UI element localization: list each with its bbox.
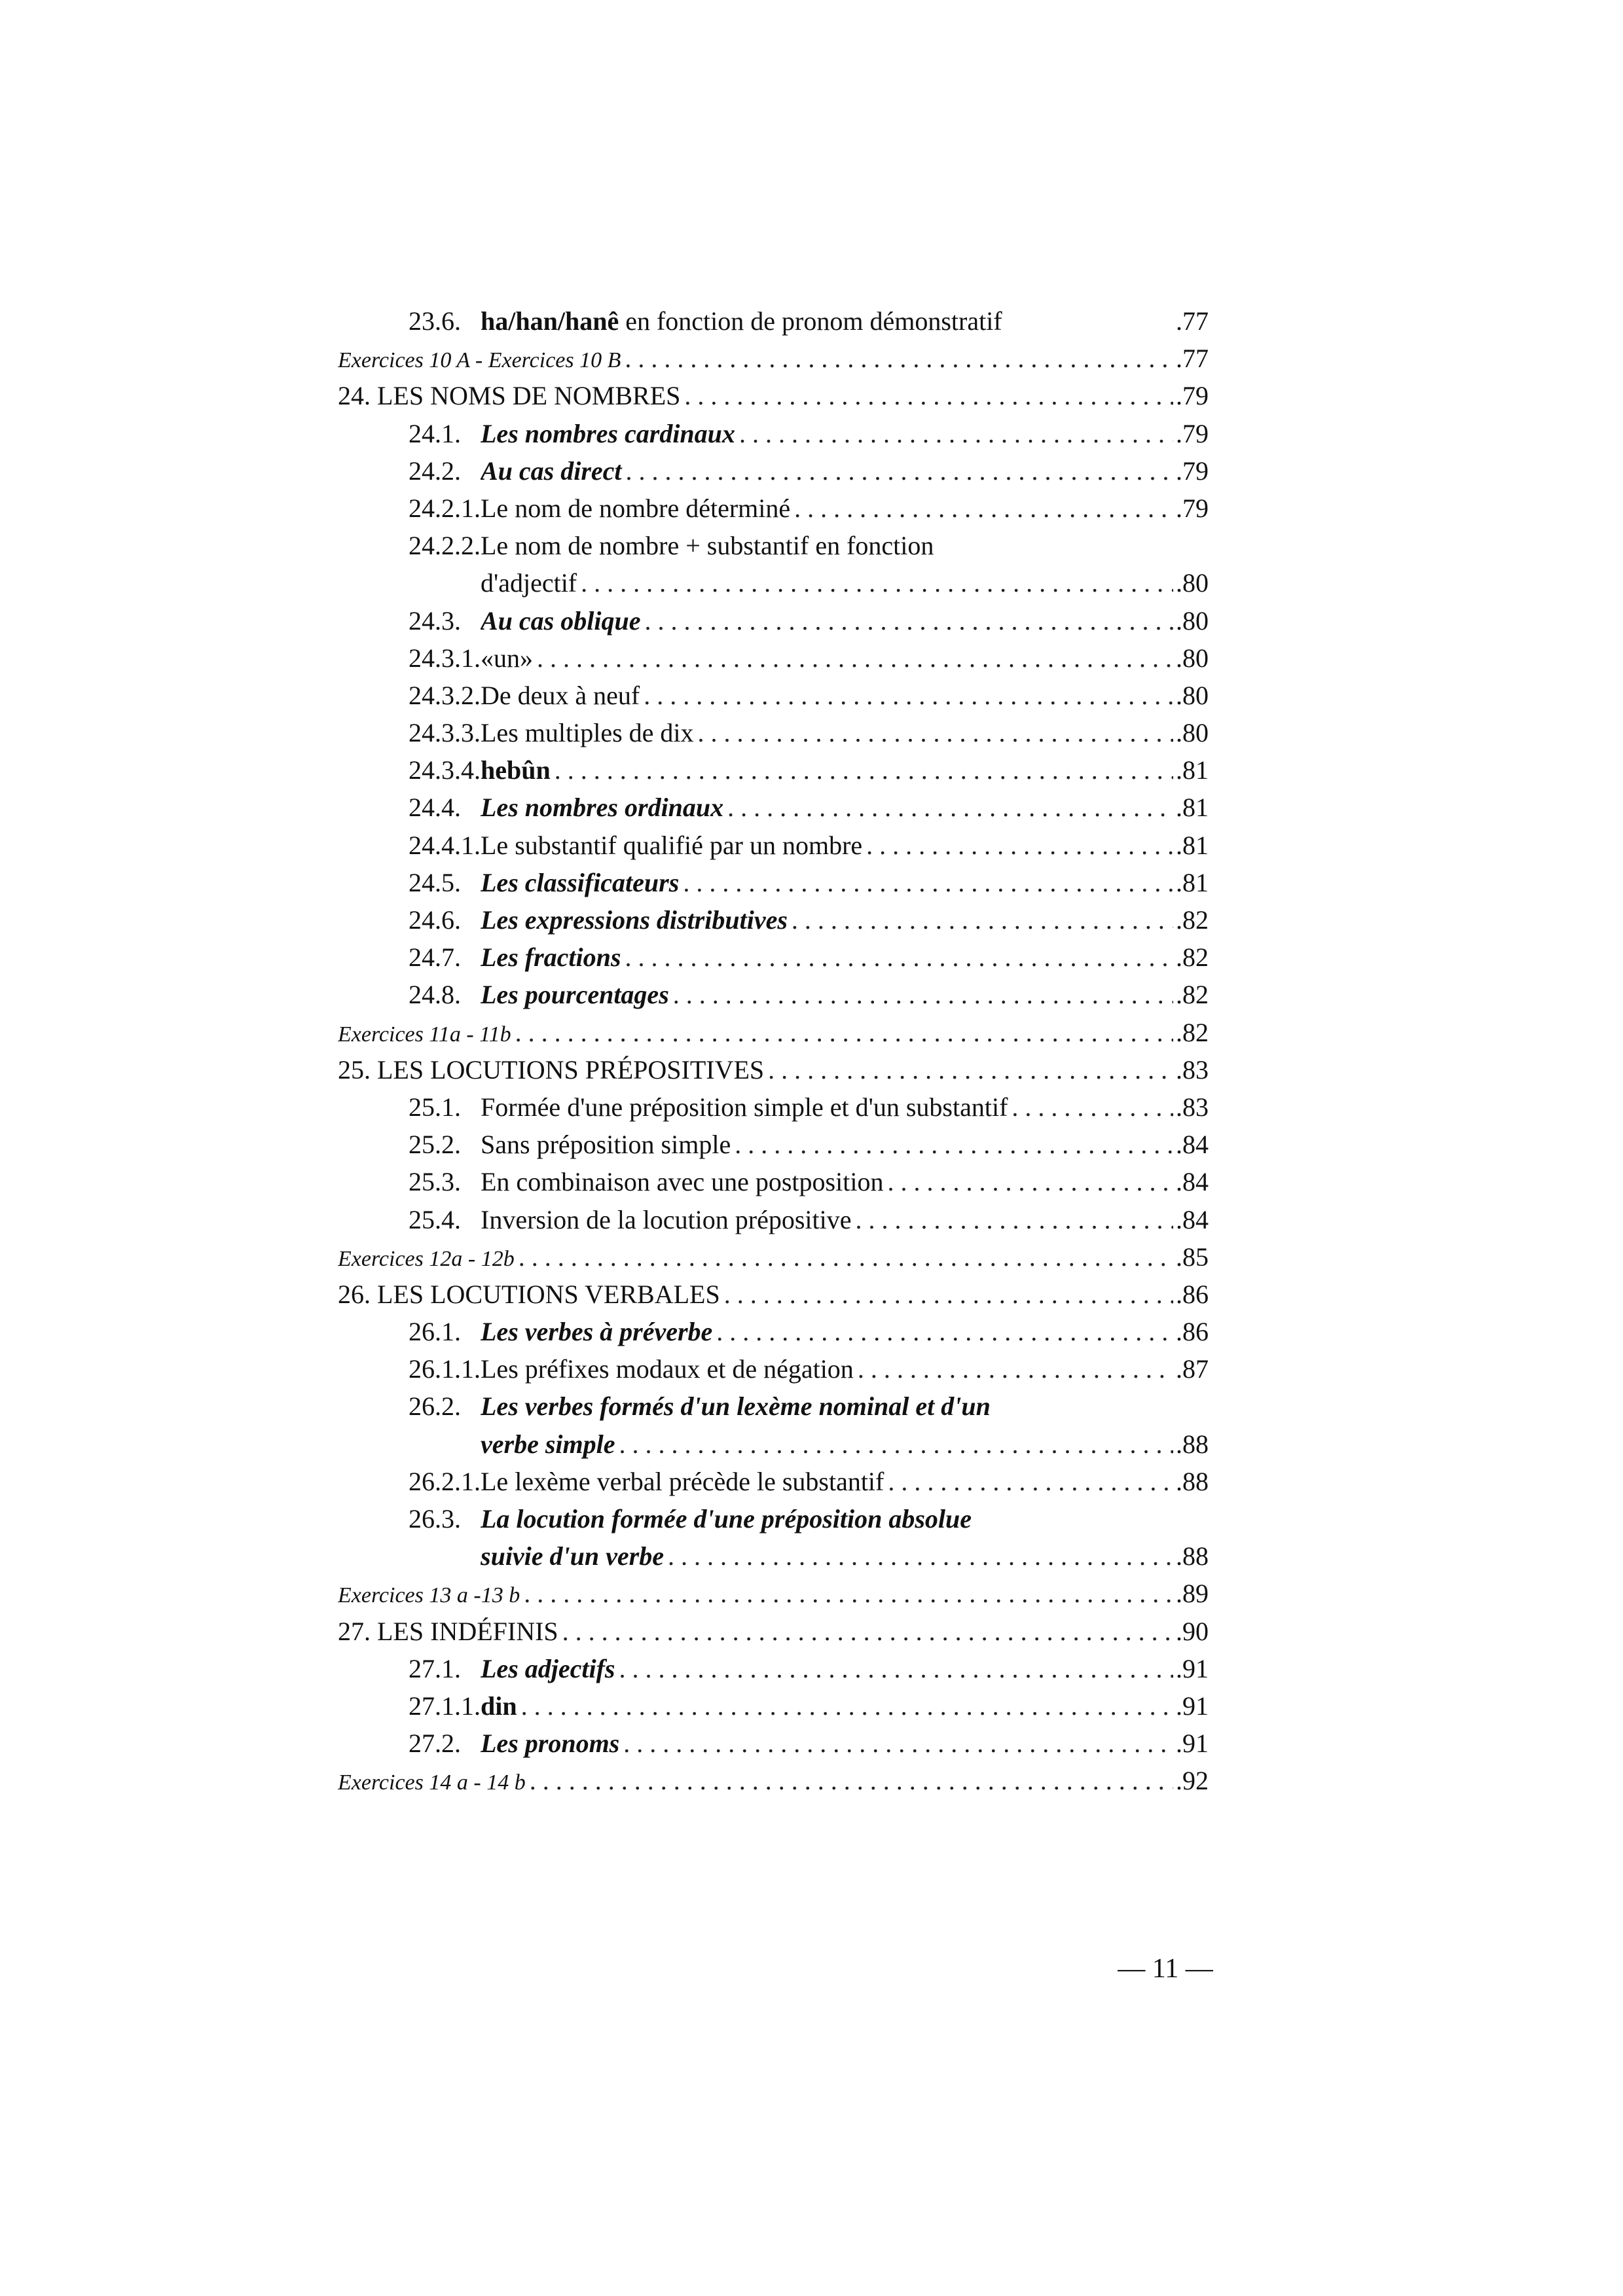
exercise-entry xyxy=(338,1014,1209,1051)
dot-leader xyxy=(623,1725,1173,1762)
entry-title: Au cas direct xyxy=(481,456,622,486)
dot-leader xyxy=(698,714,1173,751)
section-number: 24.3.2. xyxy=(409,680,481,710)
section-entry xyxy=(338,1500,1209,1537)
entry-title: 24. LES NOMS DE NOMBRES xyxy=(338,381,681,411)
section-number: 24.4.1. xyxy=(409,830,481,860)
page-reference: .91 xyxy=(1176,1653,1209,1683)
section-entry xyxy=(338,490,1209,527)
page-reference: .80 xyxy=(1176,680,1209,710)
section-entry xyxy=(338,1725,1209,1762)
dot-leader xyxy=(537,639,1173,677)
section-number: 24.2. xyxy=(409,456,461,486)
section-entry xyxy=(338,1126,1209,1163)
exercise-entry xyxy=(338,1762,1209,1799)
dot-leader xyxy=(768,1051,1173,1088)
entry-title: Formée d'une préposition simple et d'un substantif xyxy=(481,1092,1008,1122)
page-reference: .84 xyxy=(1176,1167,1209,1197)
table-of-contents xyxy=(338,302,1209,1800)
entry-title: Au cas oblique xyxy=(481,605,641,636)
page-reference: .82 xyxy=(1176,1017,1209,1047)
section-number: 27.1. xyxy=(409,1653,461,1683)
page-reference: .80 xyxy=(1176,568,1209,598)
section-number: 27.2. xyxy=(409,1729,461,1759)
section-number: 24.8. xyxy=(409,980,461,1010)
chapter-entry xyxy=(338,1276,1209,1313)
page-reference: .91 xyxy=(1176,1729,1209,1759)
entry-title: 27. LES INDÉFINIS xyxy=(338,1616,558,1646)
entry-continuation xyxy=(338,564,1209,601)
section-entry xyxy=(338,1088,1209,1126)
dot-leader xyxy=(619,1650,1174,1687)
dot-leader xyxy=(887,1163,1173,1200)
section-entry xyxy=(338,1388,1209,1425)
section-entry xyxy=(338,1201,1209,1238)
dot-leader xyxy=(519,1238,1173,1276)
section-entry xyxy=(338,1350,1209,1388)
section-entry xyxy=(338,415,1209,452)
section-number: 26.3. xyxy=(409,1504,461,1534)
entry-title: De deux à neuf xyxy=(481,680,640,710)
page-reference: .81 xyxy=(1176,793,1209,823)
page-reference: .77 xyxy=(1176,306,1209,336)
dot-leader xyxy=(684,377,1173,414)
dot-leader xyxy=(856,1201,1173,1238)
dot-leader xyxy=(515,1014,1173,1051)
entry-title: Les pourcentages xyxy=(481,980,669,1010)
page-reference: .92 xyxy=(1176,1766,1209,1796)
section-number: 26.2. xyxy=(409,1391,461,1422)
entry-title: Exercices 12a - 12b xyxy=(338,1246,515,1271)
entry-title: Les pronoms xyxy=(481,1729,620,1759)
page-reference: .82 xyxy=(1176,942,1209,973)
page-reference: .84 xyxy=(1176,1204,1209,1234)
dot-leader xyxy=(727,789,1173,826)
dot-leader xyxy=(555,751,1173,789)
page-reference: .81 xyxy=(1176,830,1209,860)
dot-leader xyxy=(562,1613,1173,1650)
section-number: 24.3.1. xyxy=(409,643,481,673)
dot-leader xyxy=(739,415,1173,452)
section-entry xyxy=(338,1313,1209,1350)
section-number: 26.1. xyxy=(409,1317,461,1347)
entry-title: din xyxy=(481,1691,517,1721)
section-number: 25.4. xyxy=(409,1204,461,1234)
section-number: 24.3. xyxy=(409,605,461,636)
dot-leader xyxy=(716,1313,1173,1350)
section-number: 24.5. xyxy=(409,867,461,897)
dot-leader xyxy=(521,1687,1173,1725)
dot-leader xyxy=(625,340,1173,377)
entry-title: Exercices 10 A - Exercices 10 B xyxy=(338,348,621,373)
dot-leader xyxy=(1012,1088,1173,1126)
section-number: 25.2. xyxy=(409,1130,461,1160)
section-number: 23.6. xyxy=(409,306,461,336)
entry-title: En combinaison avec une postposition xyxy=(481,1167,884,1197)
entry-title: Exercices 13 a -13 b xyxy=(338,1583,520,1608)
section-number: 27.1.1. xyxy=(409,1691,481,1721)
chapter-entry xyxy=(338,1613,1209,1650)
page-reference: .80 xyxy=(1176,643,1209,673)
section-entry xyxy=(338,639,1209,677)
page-reference: .79 xyxy=(1176,493,1209,523)
section-entry xyxy=(338,1463,1209,1500)
dot-leader xyxy=(530,1762,1173,1799)
section-entry xyxy=(338,677,1209,714)
dot-leader xyxy=(625,939,1173,976)
section-entry xyxy=(338,1650,1209,1687)
section-number: 26.1.1. xyxy=(409,1354,481,1384)
entry-title xyxy=(481,302,1006,340)
page-reference: .83 xyxy=(1176,1092,1209,1122)
chapter-entry xyxy=(338,377,1209,414)
page-reference: .88 xyxy=(1176,1429,1209,1459)
section-number: 24.1. xyxy=(409,418,461,448)
page-reference: .79 xyxy=(1176,418,1209,448)
section-number: 24.3.3. xyxy=(409,718,481,748)
exercise-entry xyxy=(338,1238,1209,1276)
dot-leader xyxy=(724,1276,1173,1313)
section-number: 25.1. xyxy=(409,1092,461,1122)
page-reference: .83 xyxy=(1176,1054,1209,1085)
section-entry xyxy=(338,751,1209,789)
entry-title: Les verbes à préverbe xyxy=(481,1317,713,1347)
dot-leader xyxy=(888,1463,1173,1500)
page-reference: .79 xyxy=(1176,456,1209,486)
section-entry xyxy=(338,714,1209,751)
section-number: 26.2.1. xyxy=(409,1466,481,1496)
section-number: 24.6. xyxy=(409,905,461,935)
exercise-entry xyxy=(338,1575,1209,1612)
entry-title: Le substantif qualifié par un nombre xyxy=(481,830,863,860)
section-entry xyxy=(338,976,1209,1013)
chapter-entry xyxy=(338,1051,1209,1088)
page-reference: .91 xyxy=(1176,1691,1209,1721)
entry-continuation xyxy=(338,1426,1209,1463)
entry-title: Exercices 14 a - 14 b xyxy=(338,1770,526,1795)
page-reference: .77 xyxy=(1176,344,1209,374)
entry-title: Inversion de la locution prépositive xyxy=(481,1204,852,1234)
section-entry xyxy=(338,901,1209,939)
page-reference: .90 xyxy=(1176,1616,1209,1646)
page-reference: .88 xyxy=(1176,1541,1209,1571)
page-reference: .84 xyxy=(1176,1130,1209,1160)
section-number: 24.2.1. xyxy=(409,493,481,523)
section-entry xyxy=(338,527,1209,564)
dot-leader xyxy=(683,864,1173,901)
page-reference: .79 xyxy=(1176,381,1209,411)
dot-leader xyxy=(581,564,1173,601)
entry-title: La locution formée d'une préposition absolue xyxy=(481,1504,972,1534)
dot-leader xyxy=(673,976,1173,1013)
entry-title: Les adjectifs xyxy=(481,1653,615,1683)
page-reference: .86 xyxy=(1176,1279,1209,1309)
section-entry xyxy=(338,789,1209,826)
page-reference: .85 xyxy=(1176,1242,1209,1272)
entry-title: 26. LES LOCUTIONS VERBALES xyxy=(338,1279,720,1309)
entry-title: Sans préposition simple xyxy=(481,1130,731,1160)
section-number: 25.3. xyxy=(409,1167,461,1197)
entry-title: Les expressions distributives xyxy=(481,905,788,935)
dot-leader xyxy=(668,1537,1173,1575)
page-reference: .86 xyxy=(1176,1317,1209,1347)
section-number: 24.3.4. xyxy=(409,755,481,785)
page-reference: .80 xyxy=(1176,605,1209,636)
section-entry xyxy=(338,827,1209,864)
page-reference: .81 xyxy=(1176,867,1209,897)
section-entry xyxy=(338,1163,1209,1200)
entry-title: Les multiples de dix xyxy=(481,718,694,748)
dot-leader xyxy=(619,1426,1174,1463)
entry-title: hebûn xyxy=(481,755,551,785)
entry-title-part: en fonction de pronom démonstratif xyxy=(619,306,1002,336)
section-entry xyxy=(338,864,1209,901)
entry-title: Les classificateurs xyxy=(481,867,680,897)
dot-leader xyxy=(794,490,1173,527)
entry-continuation xyxy=(338,1537,1209,1575)
entry-title: Le nom de nombre + substantif en fonction xyxy=(481,531,934,561)
page-reference: .82 xyxy=(1176,905,1209,935)
dot-leader xyxy=(524,1575,1173,1612)
section-entry xyxy=(338,939,1209,976)
page-reference: .82 xyxy=(1176,980,1209,1010)
entry-title: Le nom de nombre déterminé xyxy=(481,493,791,523)
entry-title: d'adjectif xyxy=(481,568,577,598)
page-reference: .89 xyxy=(1176,1579,1209,1609)
entry-title: verbe simple xyxy=(481,1429,615,1459)
entry-title: Les nombres cardinaux xyxy=(481,418,735,448)
page-reference: .87 xyxy=(1176,1354,1209,1384)
entry-title-part: ha/han/hanê xyxy=(481,306,619,336)
section-number: 24.7. xyxy=(409,942,461,973)
entry-title: Les fractions xyxy=(481,942,621,973)
section-entry xyxy=(338,302,1209,340)
dot-leader xyxy=(792,901,1173,939)
section-entry xyxy=(338,452,1209,490)
dot-leader xyxy=(858,1350,1173,1388)
section-number: 24.4. xyxy=(409,793,461,823)
exercise-entry xyxy=(338,340,1209,377)
section-entry xyxy=(338,1687,1209,1725)
page-number: — 11 — xyxy=(1118,1954,1213,1984)
entry-title: suivie d'un verbe xyxy=(481,1541,664,1571)
entry-title: 25. LES LOCUTIONS PRÉPOSITIVES xyxy=(338,1054,765,1085)
dot-leader xyxy=(735,1126,1173,1163)
entry-title: «un» xyxy=(481,643,533,673)
section-entry xyxy=(338,602,1209,639)
section-number: 24.2.2. xyxy=(409,531,481,561)
dot-leader xyxy=(866,827,1173,864)
page-reference: .88 xyxy=(1176,1466,1209,1496)
entry-title: Les préfixes modaux et de négation xyxy=(481,1354,854,1384)
dot-leader xyxy=(644,602,1173,639)
entry-title: Le lexème verbal précède le substantif xyxy=(481,1466,884,1496)
page-reference: .80 xyxy=(1176,718,1209,748)
page-reference: .81 xyxy=(1176,755,1209,785)
dot-leader xyxy=(644,677,1173,714)
entry-title: Les nombres ordinaux xyxy=(481,793,724,823)
dot-leader xyxy=(626,452,1173,490)
entry-title: Les verbes formés d'un lexème nominal et d'un xyxy=(481,1391,991,1422)
entry-title: Exercices 11a - 11b xyxy=(338,1022,511,1047)
